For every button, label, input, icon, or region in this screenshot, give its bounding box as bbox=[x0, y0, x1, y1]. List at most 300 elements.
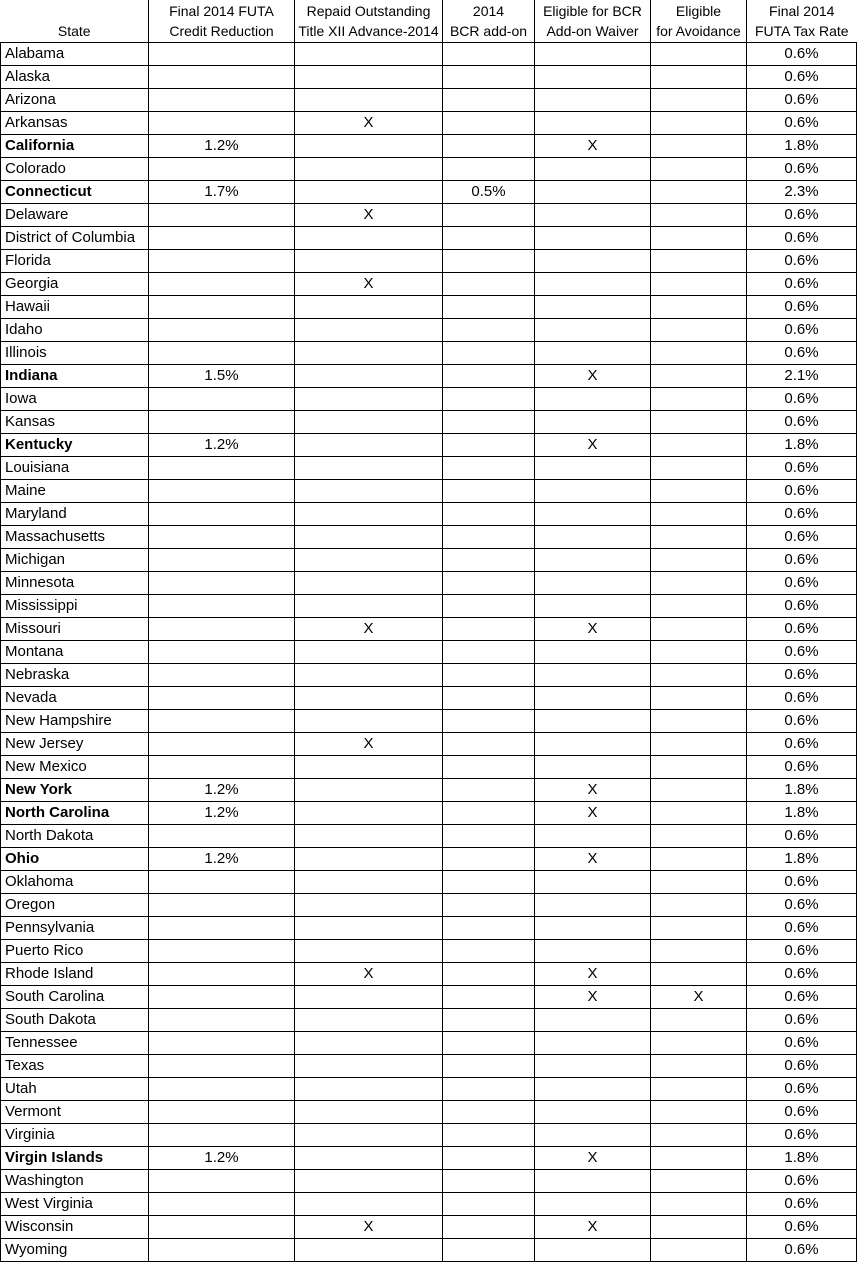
tax-rate-cell: 1.8% bbox=[747, 848, 857, 871]
bcr-addon-cell bbox=[443, 66, 535, 89]
avoidance-cell bbox=[651, 204, 747, 227]
bcr-waiver-cell bbox=[535, 733, 651, 756]
table-row bbox=[1, 112, 857, 135]
credit-reduction-cell bbox=[149, 1055, 295, 1078]
avoidance-cell bbox=[651, 66, 747, 89]
tax-rate-cell: 0.6% bbox=[747, 480, 857, 503]
avoidance-cell bbox=[651, 158, 747, 181]
table-row bbox=[1, 43, 857, 66]
bcr-addon-cell bbox=[443, 503, 535, 526]
repaid-advance-cell bbox=[295, 1101, 443, 1124]
credit-reduction-cell bbox=[149, 319, 295, 342]
tax-rate-cell: 0.6% bbox=[747, 641, 857, 664]
credit-reduction-cell bbox=[149, 917, 295, 940]
bcr-waiver-cell: X bbox=[535, 848, 651, 871]
repaid-advance-cell bbox=[295, 227, 443, 250]
bcr-addon-cell bbox=[443, 1078, 535, 1101]
bcr-addon-cell bbox=[443, 963, 535, 986]
header-repaid-advance: Repaid Outstanding Title XII Advance-2014 bbox=[295, 0, 443, 43]
tax-rate-cell: 0.6% bbox=[747, 687, 857, 710]
header-state: State bbox=[1, 0, 149, 43]
repaid-advance-cell: X bbox=[295, 204, 443, 227]
avoidance-cell bbox=[651, 802, 747, 825]
bcr-waiver-cell bbox=[535, 687, 651, 710]
bcr-addon-cell bbox=[443, 434, 535, 457]
tax-rate-cell: 0.6% bbox=[747, 526, 857, 549]
bcr-waiver-cell bbox=[535, 664, 651, 687]
credit-reduction-cell bbox=[149, 733, 295, 756]
repaid-advance-cell bbox=[295, 89, 443, 112]
bcr-waiver-cell bbox=[535, 825, 651, 848]
credit-reduction-cell: 1.2% bbox=[149, 779, 295, 802]
table-row bbox=[1, 825, 857, 848]
state-cell: Alabama bbox=[1, 43, 149, 66]
table-row bbox=[1, 963, 857, 986]
tax-rate-cell: 0.6% bbox=[747, 319, 857, 342]
state-cell: South Dakota bbox=[1, 1009, 149, 1032]
state-cell: Texas bbox=[1, 1055, 149, 1078]
credit-reduction-cell bbox=[149, 457, 295, 480]
bcr-addon-cell bbox=[443, 1170, 535, 1193]
credit-reduction-cell bbox=[149, 963, 295, 986]
state-cell: Iowa bbox=[1, 388, 149, 411]
bcr-addon-cell bbox=[443, 1193, 535, 1216]
bcr-addon-cell bbox=[443, 1032, 535, 1055]
table-row bbox=[1, 848, 857, 871]
state-cell: Maine bbox=[1, 480, 149, 503]
bcr-addon-cell bbox=[443, 296, 535, 319]
credit-reduction-cell bbox=[149, 158, 295, 181]
avoidance-cell bbox=[651, 572, 747, 595]
repaid-advance-cell bbox=[295, 250, 443, 273]
bcr-waiver-cell: X bbox=[535, 779, 651, 802]
repaid-advance-cell: X bbox=[295, 1216, 443, 1239]
state-cell: Michigan bbox=[1, 549, 149, 572]
avoidance-cell bbox=[651, 1124, 747, 1147]
avoidance-cell bbox=[651, 296, 747, 319]
repaid-advance-cell bbox=[295, 1170, 443, 1193]
bcr-addon-cell bbox=[443, 1009, 535, 1032]
state-cell: Nevada bbox=[1, 687, 149, 710]
repaid-advance-cell: X bbox=[295, 963, 443, 986]
bcr-waiver-cell bbox=[535, 227, 651, 250]
bcr-addon-cell bbox=[443, 1124, 535, 1147]
bcr-addon-cell bbox=[443, 595, 535, 618]
credit-reduction-cell: 1.2% bbox=[149, 1147, 295, 1170]
tax-rate-cell: 0.6% bbox=[747, 756, 857, 779]
bcr-waiver-cell bbox=[535, 342, 651, 365]
state-cell: Virgin Islands bbox=[1, 1147, 149, 1170]
repaid-advance-cell bbox=[295, 825, 443, 848]
tax-rate-cell: 0.6% bbox=[747, 1193, 857, 1216]
avoidance-cell bbox=[651, 388, 747, 411]
bcr-addon-cell bbox=[443, 687, 535, 710]
repaid-advance-cell bbox=[295, 319, 443, 342]
state-cell: Oklahoma bbox=[1, 871, 149, 894]
avoidance-cell bbox=[651, 480, 747, 503]
table-row bbox=[1, 273, 857, 296]
tax-rate-cell: 0.6% bbox=[747, 250, 857, 273]
bcr-waiver-cell bbox=[535, 1055, 651, 1078]
state-cell: New York bbox=[1, 779, 149, 802]
table-row bbox=[1, 388, 857, 411]
repaid-advance-cell bbox=[295, 526, 443, 549]
repaid-advance-cell bbox=[295, 480, 443, 503]
tax-rate-cell: 0.6% bbox=[747, 112, 857, 135]
credit-reduction-cell bbox=[149, 204, 295, 227]
avoidance-cell bbox=[651, 1032, 747, 1055]
bcr-waiver-cell: X bbox=[535, 986, 651, 1009]
table-row bbox=[1, 66, 857, 89]
repaid-advance-cell: X bbox=[295, 618, 443, 641]
table-row bbox=[1, 411, 857, 434]
tax-rate-cell: 0.6% bbox=[747, 89, 857, 112]
bcr-addon-cell bbox=[443, 250, 535, 273]
credit-reduction-cell bbox=[149, 1101, 295, 1124]
bcr-addon-cell bbox=[443, 917, 535, 940]
table-row bbox=[1, 687, 857, 710]
credit-reduction-cell bbox=[149, 641, 295, 664]
table-row bbox=[1, 618, 857, 641]
state-cell: Kansas bbox=[1, 411, 149, 434]
credit-reduction-cell bbox=[149, 1216, 295, 1239]
repaid-advance-cell bbox=[295, 296, 443, 319]
tax-rate-cell: 0.6% bbox=[747, 1009, 857, 1032]
repaid-advance-cell bbox=[295, 940, 443, 963]
bcr-waiver-cell: X bbox=[535, 963, 651, 986]
avoidance-cell bbox=[651, 342, 747, 365]
bcr-waiver-cell bbox=[535, 1078, 651, 1101]
state-cell: Tennessee bbox=[1, 1032, 149, 1055]
avoidance-cell bbox=[651, 894, 747, 917]
repaid-advance-cell bbox=[295, 135, 443, 158]
tax-rate-cell: 0.6% bbox=[747, 1055, 857, 1078]
repaid-advance-cell: X bbox=[295, 112, 443, 135]
avoidance-cell bbox=[651, 595, 747, 618]
tax-rate-cell: 0.6% bbox=[747, 66, 857, 89]
state-cell: Idaho bbox=[1, 319, 149, 342]
credit-reduction-cell bbox=[149, 687, 295, 710]
bcr-waiver-cell bbox=[535, 894, 651, 917]
tax-rate-cell: 0.6% bbox=[747, 158, 857, 181]
bcr-addon-cell bbox=[443, 986, 535, 1009]
bcr-waiver-cell bbox=[535, 641, 651, 664]
repaid-advance-cell bbox=[295, 365, 443, 388]
credit-reduction-cell bbox=[149, 1193, 295, 1216]
table-row bbox=[1, 480, 857, 503]
bcr-addon-cell bbox=[443, 365, 535, 388]
credit-reduction-cell bbox=[149, 526, 295, 549]
repaid-advance-cell bbox=[295, 1193, 443, 1216]
credit-reduction-cell bbox=[149, 1009, 295, 1032]
table-row bbox=[1, 1147, 857, 1170]
state-cell: Rhode Island bbox=[1, 963, 149, 986]
state-cell: West Virginia bbox=[1, 1193, 149, 1216]
credit-reduction-cell bbox=[149, 549, 295, 572]
table-header bbox=[1, 0, 857, 43]
credit-reduction-cell bbox=[149, 342, 295, 365]
table-row bbox=[1, 89, 857, 112]
state-cell: Washington bbox=[1, 1170, 149, 1193]
avoidance-cell bbox=[651, 526, 747, 549]
avoidance-cell bbox=[651, 135, 747, 158]
table-row bbox=[1, 779, 857, 802]
tax-rate-cell: 0.6% bbox=[747, 457, 857, 480]
credit-reduction-cell bbox=[149, 572, 295, 595]
tax-rate-cell: 0.6% bbox=[747, 411, 857, 434]
tax-rate-cell: 0.6% bbox=[747, 43, 857, 66]
tax-rate-cell: 0.6% bbox=[747, 204, 857, 227]
credit-reduction-cell bbox=[149, 112, 295, 135]
table-row bbox=[1, 296, 857, 319]
repaid-advance-cell bbox=[295, 779, 443, 802]
avoidance-cell bbox=[651, 1193, 747, 1216]
bcr-waiver-cell bbox=[535, 1170, 651, 1193]
tax-rate-cell: 0.6% bbox=[747, 940, 857, 963]
table-row bbox=[1, 319, 857, 342]
bcr-addon-cell bbox=[443, 1216, 535, 1239]
credit-reduction-cell bbox=[149, 503, 295, 526]
avoidance-cell bbox=[651, 963, 747, 986]
tax-rate-cell: 0.6% bbox=[747, 227, 857, 250]
repaid-advance-cell bbox=[295, 986, 443, 1009]
repaid-advance-cell bbox=[295, 1239, 443, 1262]
table-row bbox=[1, 986, 857, 1009]
bcr-addon-cell bbox=[443, 825, 535, 848]
credit-reduction-cell bbox=[149, 825, 295, 848]
avoidance-cell bbox=[651, 1147, 747, 1170]
state-cell: Mississippi bbox=[1, 595, 149, 618]
credit-reduction-cell bbox=[149, 250, 295, 273]
bcr-addon-cell bbox=[443, 1055, 535, 1078]
bcr-addon-cell bbox=[443, 342, 535, 365]
bcr-waiver-cell bbox=[535, 480, 651, 503]
table-row bbox=[1, 1239, 857, 1262]
bcr-addon-cell bbox=[443, 204, 535, 227]
avoidance-cell bbox=[651, 618, 747, 641]
tax-rate-cell: 0.6% bbox=[747, 595, 857, 618]
tax-rate-cell: 0.6% bbox=[747, 894, 857, 917]
state-cell: Louisiana bbox=[1, 457, 149, 480]
avoidance-cell bbox=[651, 940, 747, 963]
bcr-waiver-cell bbox=[535, 273, 651, 296]
state-cell: New Jersey bbox=[1, 733, 149, 756]
bcr-waiver-cell: X bbox=[535, 1216, 651, 1239]
table-row bbox=[1, 1216, 857, 1239]
tax-rate-cell: 0.6% bbox=[747, 273, 857, 296]
bcr-waiver-cell bbox=[535, 204, 651, 227]
bcr-addon-cell bbox=[443, 1239, 535, 1262]
bcr-addon-cell bbox=[443, 733, 535, 756]
bcr-waiver-cell bbox=[535, 1009, 651, 1032]
state-cell: Missouri bbox=[1, 618, 149, 641]
avoidance-cell bbox=[651, 434, 747, 457]
tax-rate-cell: 0.6% bbox=[747, 1239, 857, 1262]
tax-rate-cell: 1.8% bbox=[747, 779, 857, 802]
bcr-waiver-cell bbox=[535, 457, 651, 480]
state-cell: Massachusetts bbox=[1, 526, 149, 549]
tax-rate-cell: 1.8% bbox=[747, 135, 857, 158]
bcr-addon-cell bbox=[443, 526, 535, 549]
bcr-waiver-cell: X bbox=[535, 802, 651, 825]
repaid-advance-cell bbox=[295, 641, 443, 664]
repaid-advance-cell bbox=[295, 181, 443, 204]
bcr-addon-cell bbox=[443, 112, 535, 135]
repaid-advance-cell bbox=[295, 43, 443, 66]
repaid-advance-cell bbox=[295, 503, 443, 526]
table-row bbox=[1, 1101, 857, 1124]
tax-rate-cell: 0.6% bbox=[747, 572, 857, 595]
state-cell: Alaska bbox=[1, 66, 149, 89]
table-row bbox=[1, 802, 857, 825]
credit-reduction-cell: 1.2% bbox=[149, 135, 295, 158]
state-cell: North Carolina bbox=[1, 802, 149, 825]
bcr-waiver-cell bbox=[535, 710, 651, 733]
state-cell: Virginia bbox=[1, 1124, 149, 1147]
bcr-addon-cell bbox=[443, 89, 535, 112]
bcr-addon-cell bbox=[443, 641, 535, 664]
bcr-waiver-cell bbox=[535, 43, 651, 66]
avoidance-cell bbox=[651, 871, 747, 894]
credit-reduction-cell: 1.2% bbox=[149, 802, 295, 825]
state-cell: Illinois bbox=[1, 342, 149, 365]
avoidance-cell bbox=[651, 641, 747, 664]
repaid-advance-cell bbox=[295, 549, 443, 572]
table-row bbox=[1, 917, 857, 940]
credit-reduction-cell bbox=[149, 296, 295, 319]
table-row bbox=[1, 756, 857, 779]
credit-reduction-cell bbox=[149, 940, 295, 963]
table-row bbox=[1, 1193, 857, 1216]
avoidance-cell bbox=[651, 848, 747, 871]
bcr-addon-cell bbox=[443, 43, 535, 66]
avoidance-cell bbox=[651, 1078, 747, 1101]
state-cell: Arkansas bbox=[1, 112, 149, 135]
avoidance-cell bbox=[651, 756, 747, 779]
repaid-advance-cell bbox=[295, 158, 443, 181]
table-row bbox=[1, 710, 857, 733]
bcr-waiver-cell bbox=[535, 1124, 651, 1147]
bcr-waiver-cell bbox=[535, 871, 651, 894]
avoidance-cell: X bbox=[651, 986, 747, 1009]
credit-reduction-cell bbox=[149, 756, 295, 779]
avoidance-cell bbox=[651, 710, 747, 733]
avoidance-cell bbox=[651, 89, 747, 112]
state-cell: Connecticut bbox=[1, 181, 149, 204]
tax-rate-cell: 2.3% bbox=[747, 181, 857, 204]
tax-rate-cell: 0.6% bbox=[747, 871, 857, 894]
tax-rate-cell: 1.8% bbox=[747, 802, 857, 825]
state-cell: Arizona bbox=[1, 89, 149, 112]
tax-rate-cell: 0.6% bbox=[747, 1078, 857, 1101]
bcr-addon-cell bbox=[443, 227, 535, 250]
repaid-advance-cell bbox=[295, 756, 443, 779]
credit-reduction-cell bbox=[149, 1032, 295, 1055]
repaid-advance-cell bbox=[295, 894, 443, 917]
bcr-addon-cell bbox=[443, 871, 535, 894]
tax-rate-cell: 0.6% bbox=[747, 710, 857, 733]
table-row bbox=[1, 181, 857, 204]
table-row bbox=[1, 457, 857, 480]
table-row bbox=[1, 1009, 857, 1032]
table-row bbox=[1, 572, 857, 595]
avoidance-cell bbox=[651, 250, 747, 273]
credit-reduction-cell bbox=[149, 227, 295, 250]
credit-reduction-cell bbox=[149, 595, 295, 618]
state-cell: South Carolina bbox=[1, 986, 149, 1009]
tax-rate-cell: 0.6% bbox=[747, 1124, 857, 1147]
state-cell: Indiana bbox=[1, 365, 149, 388]
repaid-advance-cell bbox=[295, 595, 443, 618]
avoidance-cell bbox=[651, 733, 747, 756]
state-cell: District of Columbia bbox=[1, 227, 149, 250]
repaid-advance-cell bbox=[295, 388, 443, 411]
bcr-waiver-cell bbox=[535, 917, 651, 940]
bcr-waiver-cell bbox=[535, 595, 651, 618]
state-cell: Puerto Rico bbox=[1, 940, 149, 963]
bcr-waiver-cell bbox=[535, 1193, 651, 1216]
repaid-advance-cell: X bbox=[295, 733, 443, 756]
header-row bbox=[1, 0, 857, 43]
tax-rate-cell: 0.6% bbox=[747, 618, 857, 641]
credit-reduction-cell bbox=[149, 273, 295, 296]
tax-rate-cell: 0.6% bbox=[747, 342, 857, 365]
repaid-advance-cell bbox=[295, 848, 443, 871]
table-row bbox=[1, 204, 857, 227]
bcr-waiver-cell bbox=[535, 940, 651, 963]
table-row bbox=[1, 365, 857, 388]
bcr-addon-cell bbox=[443, 779, 535, 802]
table-row bbox=[1, 641, 857, 664]
tax-rate-cell: 1.8% bbox=[747, 1147, 857, 1170]
tax-rate-cell: 2.1% bbox=[747, 365, 857, 388]
state-cell: Nebraska bbox=[1, 664, 149, 687]
bcr-addon-cell bbox=[443, 158, 535, 181]
tax-rate-cell: 1.8% bbox=[747, 434, 857, 457]
bcr-addon-cell bbox=[443, 940, 535, 963]
credit-reduction-cell bbox=[149, 480, 295, 503]
bcr-waiver-cell: X bbox=[535, 618, 651, 641]
tax-rate-cell: 0.6% bbox=[747, 986, 857, 1009]
state-cell: Delaware bbox=[1, 204, 149, 227]
tax-rate-cell: 0.6% bbox=[747, 917, 857, 940]
credit-reduction-cell bbox=[149, 1078, 295, 1101]
tax-rate-cell: 0.6% bbox=[747, 733, 857, 756]
repaid-advance-cell bbox=[295, 411, 443, 434]
state-cell: Minnesota bbox=[1, 572, 149, 595]
bcr-waiver-cell bbox=[535, 549, 651, 572]
state-cell: Wyoming bbox=[1, 1239, 149, 1262]
credit-reduction-cell bbox=[149, 664, 295, 687]
table-row bbox=[1, 1032, 857, 1055]
avoidance-cell bbox=[651, 112, 747, 135]
tax-rate-cell: 0.6% bbox=[747, 963, 857, 986]
credit-reduction-cell bbox=[149, 710, 295, 733]
state-cell: Colorado bbox=[1, 158, 149, 181]
avoidance-cell bbox=[651, 1055, 747, 1078]
bcr-addon-cell bbox=[443, 710, 535, 733]
repaid-advance-cell bbox=[295, 434, 443, 457]
avoidance-cell bbox=[651, 319, 747, 342]
avoidance-cell bbox=[651, 825, 747, 848]
avoidance-cell bbox=[651, 1101, 747, 1124]
table-row bbox=[1, 1170, 857, 1193]
tax-rate-cell: 0.6% bbox=[747, 503, 857, 526]
bcr-addon-cell bbox=[443, 411, 535, 434]
repaid-advance-cell bbox=[295, 1124, 443, 1147]
state-cell: Hawaii bbox=[1, 296, 149, 319]
bcr-addon-cell bbox=[443, 756, 535, 779]
